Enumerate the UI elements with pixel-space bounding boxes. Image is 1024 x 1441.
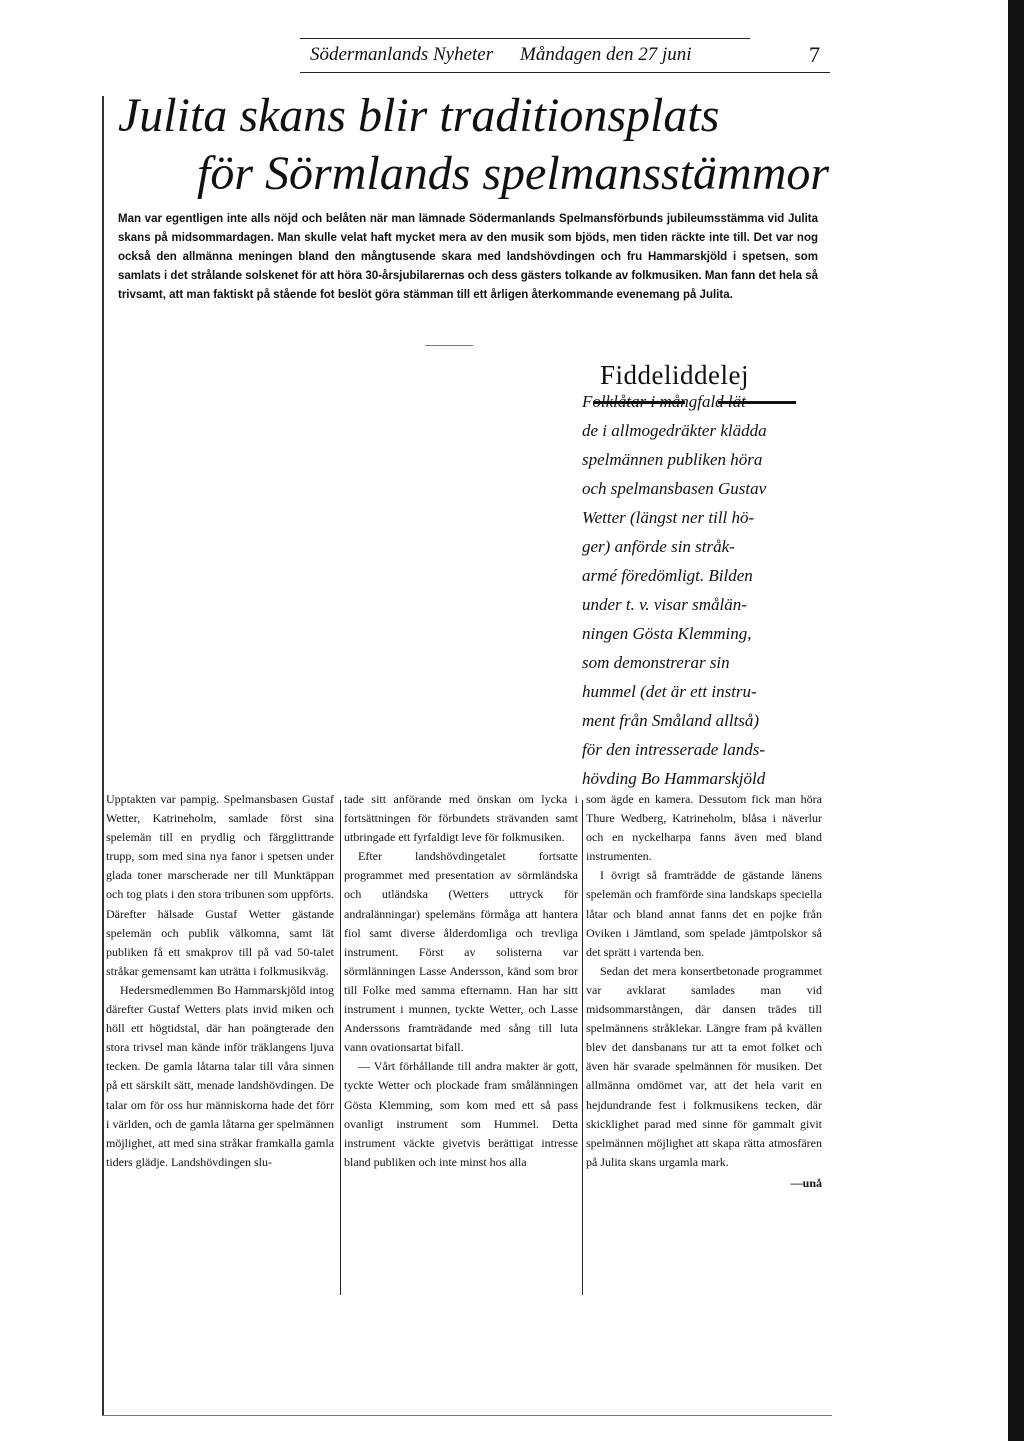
column-divider — [582, 800, 583, 1295]
page-edge-shadow — [1008, 0, 1024, 1170]
caption-line: ger) anförde sin stråk- — [582, 537, 735, 556]
photo-kicker: Fiddeliddelej — [600, 360, 749, 390]
caption-line: hummel (det är ett instru- — [582, 682, 757, 701]
caption-line: som demonstrerar sin — [582, 653, 730, 672]
headline-line-2: för Sörmlands spelmansstämmor — [197, 147, 830, 200]
caption-line: under t. v. visar smålän- — [582, 595, 747, 614]
header-top-rule — [300, 38, 750, 39]
caption-line: hövding Bo Hammarskjöld — [582, 769, 766, 788]
publication-name: Södermanlands Nyheter — [310, 44, 494, 65]
caption-line: ment från Småland alltså) — [582, 711, 760, 730]
article-column-3 — [586, 790, 822, 1193]
page-edge-shadow-lower — [1008, 1170, 1024, 1441]
article-paragraph: Upptakten var pampig. Spelmansbasen Gustaf Wetter, Katrineholm, samlade först sina spelemän till en prydlig och färgglittrande trupp, som med sina nya fanor i spetsen under glada toner marscherade ner till Munktäppan och tog plats i den stora tribunen som uppförts. Därefter hälsade Gustaf Wetter gästande spelemän och publik välkomna, samt lät publiken få ett smakprov till på vad 50-talet stråkar gemensamt kan uträtta i folkmusikväg. — [106, 792, 334, 978]
article-paragraph: Hedersmedlemmen Bo Hammarskjöld intog därefter Gustaf Wetters plats invid miken och höll ett högtidstal, där han poängterade den stora trivsel man kände inför träklangens ljuva tecken. De gamla låtarna talar till våra sinnen på ett särskilt sätt, menade landshövdingen. De talar om för oss hur människorna hade det förr i världen, och de gamla låtarna ger spelmännen möjlighet, att med sina stråkar framkalla gamla tiders glädje. Landshövdingen slu- — [106, 982, 334, 1169]
headline-line-1: Julita skans blir traditionsplats — [118, 89, 720, 142]
bottom-rule — [102, 1415, 832, 1416]
article-paragraph: som ägde en kamera. Dessutom fick man höra Thure Wedberg, Katrineholm, blåsa i näverlur och en nyckelharpa fanns även med bland instrumenten. — [586, 792, 822, 864]
article-column-1 — [106, 790, 334, 1172]
caption-line: armé föredömligt. Bilden — [582, 566, 753, 585]
article-paragraph: — Vårt förhållande till andra makter är gott, tyckte Wetter och plockade fram smålänningen Gösta Klemming, som kom med ett så pass ovanligt instrument som Hummel. Detta instrument väckte givetvis berättigat intresse bland publiken och inte minst hos alla — [344, 1059, 578, 1169]
article-paragraph: Efter landshövdingetalet fortsatte programmet med presentation av sörmländska och utländska (Wetters uttryck för andralänningar) spelemäns förmåga att hantera fiol samt diverse ålderdomliga och trevliga instrument. Först av solisterna var sörmlänningen Lasse Andersson, känd som bror till Folke med samma efternamn. Han har sitt instrument i munnen, tyckte Wetter, och Lasse Anderssons framträdande med sång till luta vann ovationsartat bifall. — [344, 849, 578, 1055]
photo-area-dash — [425, 345, 473, 346]
article-column-2 — [344, 790, 578, 1172]
article-paragraph: tade sitt anförande med önskan om lycka i fortsättningen för förbundets strävanden samt utbringade ett fyrfaldigt leve för folkmusiken. — [344, 792, 578, 845]
caption-line: ningen Gösta Klemming, — [582, 624, 752, 643]
page-number: 7 — [809, 42, 820, 67]
article-paragraph: Sedan det mera konsertbetonade programmet var avklarat samlades man vid midsommarstången, där dansen trädes till spelmännens stråklekar. Längre fram på kvällen blev det dansbanans tur att ta emot folket och även här svarade spelmännen för musiken. Det allmänna omdömet var, att det hela varit en hejdundrande fest i folkmusikens tecken, där skicklighet parad med sinne för gammalt givit spelmännen möjlighet att skapa rätta atmosfären på Julita skans urgamla mark. — [586, 963, 822, 1169]
caption-line: Wetter (längst ner till hö- — [582, 508, 755, 527]
caption-line: Folklåtar i mångfald lät — [582, 392, 746, 411]
lede-paragraph: Man var egentligen inte alls nöjd och belåten när man lämnade Södermanlands Spelmansförbunds jubileumsstämma vid Julita skans på midsommardagen. Man skulle velat haft mycket mera av den musik som bjöds, men tiden räckte inte till. Det var nog också den allmänna meningen bland den mångtusende skara med landshövdingen och fru Hammarskjöld i spetsen, som samlats i det strålande solskenet för att höra 30-årsjubilarernas och dess gästers tolkande av folkmusiken. Man fann det hela så trivsamt, att man faktiskt på stående fot beslöt göra stämman till ett årligen återkommande evenemang på Julita. — [118, 213, 818, 301]
left-margin-rule — [102, 96, 104, 1416]
column-divider — [340, 800, 341, 1295]
caption-line: de i allmogedräkter klädda — [582, 421, 767, 440]
caption-line: och spelmansbasen Gustav — [582, 479, 767, 498]
article-paragraph: I övrigt så framträdde de gästande länens spelemän och framförde sina landskaps speciella låtar och bland annat fanns det en pojke från Oviken i Jämtland, som spelade jämtpolskor så det sprätt i vartenda ben. — [586, 868, 822, 959]
caption-line: spelmännen publiken höra — [582, 450, 763, 469]
caption-line: för den intresserade lands- — [582, 740, 766, 759]
page-header — [300, 44, 825, 70]
issue-date: Måndagen den 27 juni — [520, 44, 692, 65]
author-signature: —unå — [790, 1175, 822, 1190]
header-rule — [300, 72, 830, 73]
